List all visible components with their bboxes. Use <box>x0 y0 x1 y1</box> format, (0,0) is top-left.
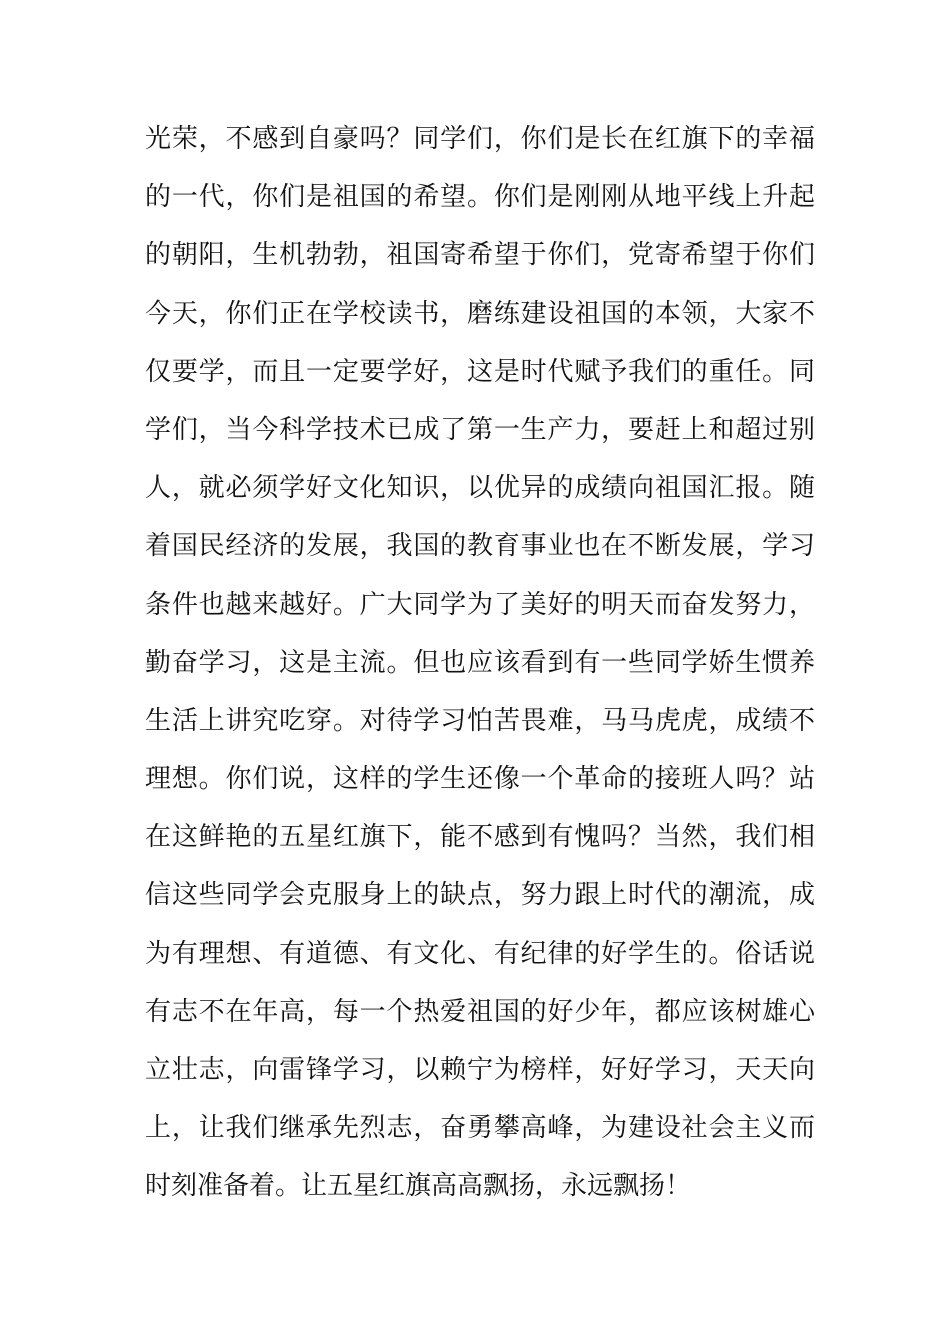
text-line: 理想。你们说，这样的学生还像一个革命的接班人吗？站 <box>145 764 815 795</box>
text-line: 的朝阳，生机勃勃，祖国寄希望于你们，党寄希望于你们 <box>145 240 815 271</box>
text-line: 的一代，你们是祖国的希望。你们是刚刚从地平线上升起 <box>145 182 815 213</box>
text-line: 生活上讲究吃穿。对待学习怕苦畏难，马马虎虎，成绩不 <box>145 705 815 736</box>
text-line: 条件也越来越好。广大同学为了美好的明天而奋发努力， <box>145 589 815 620</box>
text-line: 仅要学，而且一定要学好，这是时代赋予我们的重任。同 <box>145 356 815 387</box>
text-line: 今天，你们正在学校读书，磨练建设祖国的本领，大家不 <box>145 298 815 329</box>
text-line: 有志不在年高，每一个热爱祖国的好少年，都应该树雄心 <box>145 996 815 1027</box>
text-line-last: 时刻准备着。让五星红旗高高飘扬，永远飘扬！ <box>145 1171 692 1202</box>
text-line: 为有理想、有道德、有文化、有纪律的好学生的。俗话说 <box>145 938 815 969</box>
text-line: 学们，当今科学技术已成了第一生产力，要赶上和超过别 <box>145 414 815 445</box>
text-line: 立壮志，向雷锋学习，以赖宁为榜样，好好学习，天天向 <box>145 1055 815 1085</box>
text-line: 着国民经济的发展，我国的教育事业也在不断发展，学习 <box>145 531 815 562</box>
text-line: 信这些同学会克服身上的缺点，努力跟上时代的潮流，成 <box>145 880 815 911</box>
text-line: 人，就必须学好文化知识，以优异的成绩向祖国汇报。随 <box>145 473 815 504</box>
text-line: 在这鲜艳的五星红旗下，能不感到有愧吗？当然，我们相 <box>145 822 815 853</box>
text-line: 光荣，不感到自豪吗？同学们，你们是长在红旗下的幸福 <box>145 124 815 154</box>
body-paragraph <box>145 116 815 1222</box>
text-line: 上，让我们继承先烈志，奋勇攀高峰，为建设社会主义而 <box>145 1113 815 1144</box>
text-line: 勤奋学习，这是主流。但也应该看到有一些同学娇生惯养 <box>145 647 815 678</box>
